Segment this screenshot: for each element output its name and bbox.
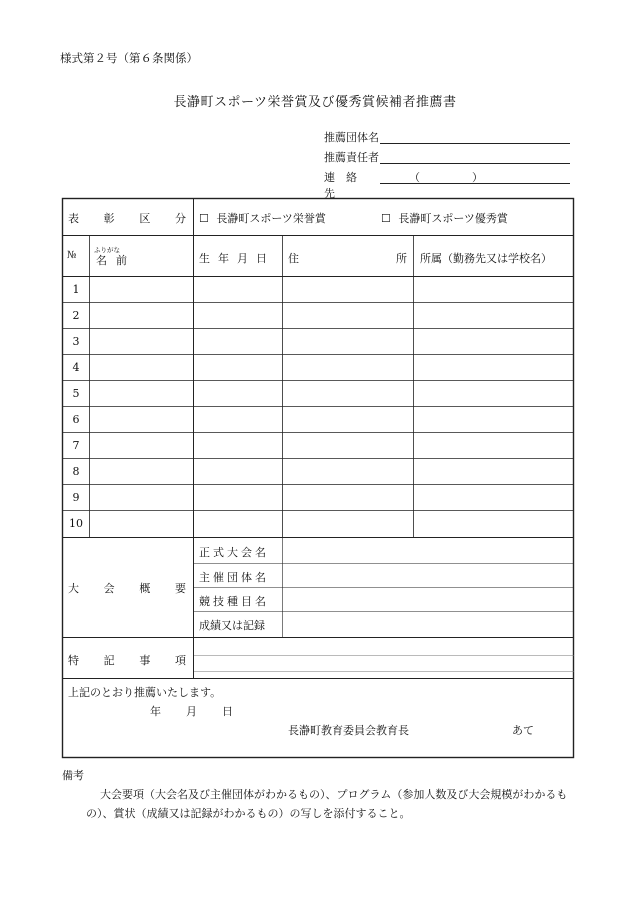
tournament-label	[68, 580, 186, 596]
col-birthdate: 生年月日	[199, 252, 275, 265]
label-char: 事	[139, 654, 151, 667]
label-char: 記	[103, 654, 115, 667]
row-number: 6	[72, 413, 80, 426]
label-char: 特	[68, 654, 79, 667]
date-day: 日	[222, 705, 233, 718]
col-no: №	[67, 250, 77, 261]
label-char: 彰	[103, 212, 115, 225]
contact-label-text: 連絡先	[324, 171, 368, 200]
recommender-org-label: 推薦団体名	[324, 131, 379, 144]
row-number: 9	[72, 491, 80, 504]
award-label-spread	[68, 210, 186, 226]
label-char: 区	[139, 212, 151, 225]
award-label	[68, 210, 186, 226]
label-char: 会	[103, 582, 115, 595]
row-number: 2	[72, 309, 80, 322]
document-title: 長瀞町スポーツ栄誉賞及び優秀賞候補者推薦書	[173, 95, 457, 110]
label-char: 表	[68, 212, 79, 225]
outer-border	[63, 199, 574, 758]
award-option-2[interactable]	[381, 210, 508, 226]
col-address-2: 所	[396, 252, 407, 265]
row-number: 3	[72, 335, 80, 348]
notes-label-spread	[68, 652, 186, 668]
contact-paren-close: ）	[472, 171, 483, 184]
remarks-text: 大会要項（大会名及び主催団体がわかるもの）、プログラム（参加人数及び大会規模がわかるもの）、賞状（成績又は記録がわかるもの）の写しを添付すること。	[86, 788, 568, 820]
col-affiliation: 所属（勤務先又は学校名）	[420, 252, 552, 265]
award-option-1-label: 長瀞町スポーツ栄誉賞	[216, 212, 326, 225]
tournament-label-spread	[68, 580, 186, 596]
addressee: 長瀞町教育委員会教育長	[288, 724, 409, 737]
checkbox-icon[interactable]: ☐	[381, 212, 391, 225]
label-char: 項	[174, 654, 186, 667]
label-char: 分	[174, 212, 186, 225]
label-char: 概	[139, 582, 151, 595]
tournament-item-organizer: 主催団体名	[199, 571, 269, 584]
form-number: 様式第２号（第６条関係）	[60, 51, 198, 65]
closing-statement: 上記のとおり推薦いたします。	[68, 686, 222, 699]
date-year: 年	[150, 705, 161, 718]
award-option-1[interactable]	[199, 210, 326, 226]
row-number: 7	[72, 439, 80, 452]
award-option-2-label: 長瀞町スポーツ優秀賞	[398, 212, 508, 225]
notes-label	[68, 652, 186, 668]
recommender-person-label: 推薦責任者	[324, 151, 379, 164]
col-name: 名前	[96, 254, 136, 267]
tournament-item-event: 競技種目名	[199, 595, 269, 608]
row-number: 10	[69, 517, 83, 530]
row-number: 8	[72, 465, 80, 478]
col-furigana: ふりがな	[94, 246, 120, 254]
col-address-1: 住	[288, 252, 299, 265]
checkbox-icon[interactable]: ☐	[199, 212, 209, 225]
label-char: 大	[68, 582, 79, 595]
date-month: 月	[186, 705, 197, 718]
row-number: 4	[72, 361, 80, 374]
label-char: 要	[174, 582, 186, 595]
contact-paren-open: （	[409, 171, 420, 184]
row-number: 5	[72, 387, 80, 400]
addressee-ate: あて	[512, 724, 534, 737]
tournament-item-result: 成績又は記録	[199, 619, 265, 632]
row-number: 1	[72, 283, 80, 296]
tournament-item-official-name: 正式大会名	[199, 546, 269, 559]
remarks-heading: 備考	[62, 769, 84, 782]
